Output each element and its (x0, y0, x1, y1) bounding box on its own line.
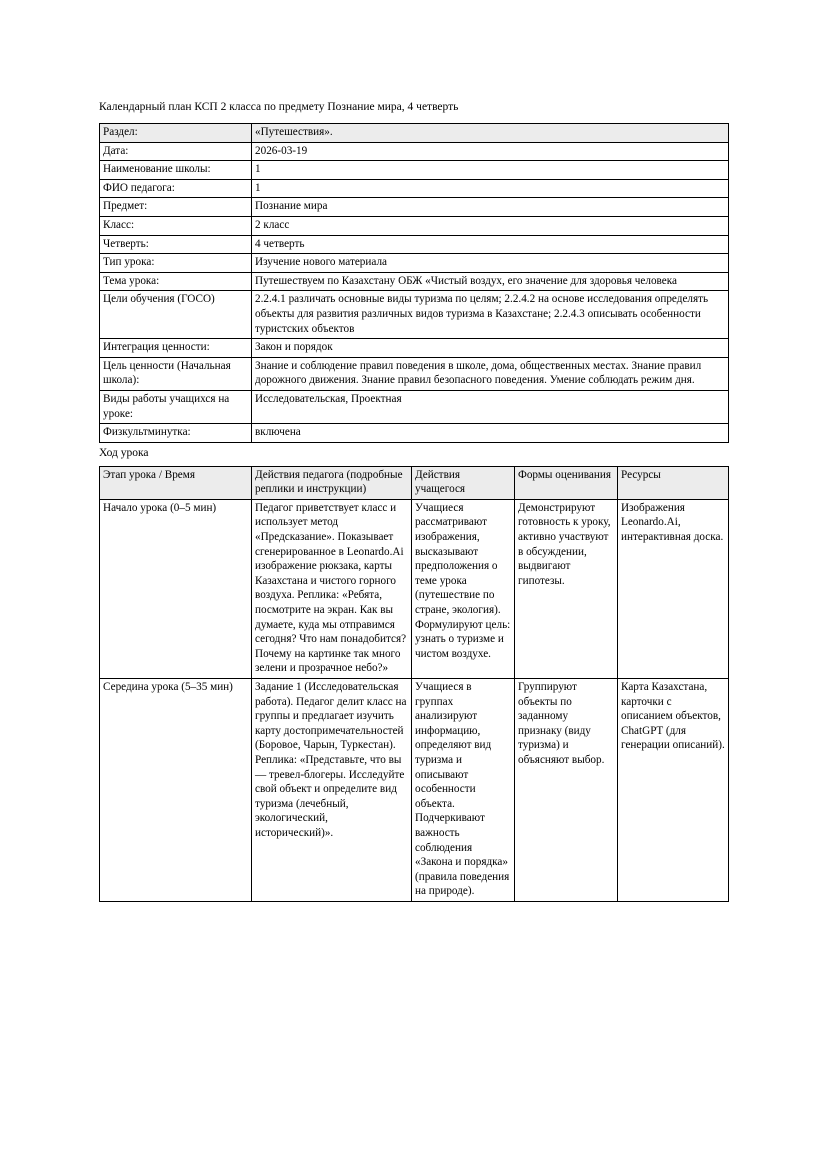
page-title: Календарный план КСП 2 класса по предмету Познание мира, 4 четверть (99, 101, 459, 113)
teacher-actions-cell: Задание 1 (Исследовательская работа). Педагог делит класс на группы и предлагает изучить карту достопримечательностей (Боровое, Чарын, Туркестан). Реплика: «Представьте, что вы — тревел-блогеры. Исследуйте свой объект и определите вид туризма (лечебный, экологический, исторический)». (252, 679, 412, 902)
info-row-value: Исследовательская, Проектная (252, 390, 729, 423)
resources-cell: Карта Казахстана, карточки с описанием объектов, ChatGPT (для генерации описаний). (618, 679, 729, 902)
table-row (100, 357, 729, 390)
lesson-info-table (99, 123, 729, 443)
column-header: Ресурсы (618, 466, 729, 499)
lesson-flow-table-body (100, 499, 729, 901)
assessment-cell: Демонстрируют готовность к уроку, активно участвуют в обсуждении, выдвигают гипотезы. (515, 499, 618, 678)
table-row (100, 198, 729, 217)
info-row-value: Знание и соблюдение правил поведения в школе, дома, общественных местах. Знание правил дорожного движения. Знание правил безопасного поведения. Умение соблюдать режим дня. (252, 357, 729, 390)
info-row-value: Изучение нового материала (252, 254, 729, 273)
info-row-value: Закон и порядок (252, 339, 729, 358)
info-row-label: Физкультминутка: (100, 424, 252, 443)
info-row-label: Тип урока: (100, 254, 252, 273)
teacher-actions-cell: Педагог приветствует класс и использует метод «Предсказание». Показывает сгенерированное в Leonardo.Ai изображение рюкзака, карты Казахстана и чистого горного воздуха. Реплика: «Ребята, посмотрите на экран. Как вы думаете, куда мы отправимся сегодня? Что нам понадобится? Почему на картинке так много зелени и прозрачное небо?» (252, 499, 412, 678)
info-row-label: Интеграция ценности: (100, 339, 252, 358)
table-row (100, 424, 729, 443)
lesson-flow-table (99, 466, 729, 902)
info-row-value: 2.2.4.1 различать основные виды туризма по целям; 2.2.4.2 на основе исследования определять объекты для развития различных видов туризма в Казахстане; 2.2.4.3 описывать особенности туристских объектов (252, 291, 729, 339)
resources-cell: Изображения Leonardo.Ai, интерактивная доска. (618, 499, 729, 678)
info-row-label: Тема урока: (100, 272, 252, 291)
info-row-value: Познание мира (252, 198, 729, 217)
info-row-value: «Путешествия». (252, 124, 729, 143)
info-row-value: 2 класс (252, 216, 729, 235)
table-row (100, 272, 729, 291)
table-row (100, 235, 729, 254)
info-row-value: 1 (252, 161, 729, 180)
assessment-cell: Группируют объекты по заданному признаку (виду туризма) и объясняют выбор. (515, 679, 618, 902)
info-row-label: Четверть: (100, 235, 252, 254)
lesson-info-table-body (100, 124, 729, 443)
table-row (100, 499, 729, 678)
lesson-flow-table-head (100, 466, 729, 499)
student-actions-cell: Учащиеся в группах анализируют информацию, определяют вид туризма и описывают особенности объекта. Подчеркивают важность соблюдения «Закона и порядка» (правила поведения на природе). (412, 679, 515, 902)
stage-cell: Начало урока (0–5 мин) (100, 499, 252, 678)
info-row-value: 1 (252, 179, 729, 198)
table-row (100, 339, 729, 358)
table-row (100, 291, 729, 339)
info-row-label: Предмет: (100, 198, 252, 217)
table-row (100, 216, 729, 235)
info-row-label: Раздел: (100, 124, 252, 143)
info-row-label: Дата: (100, 142, 252, 161)
table-row (100, 679, 729, 902)
column-header: Формы оценивания (515, 466, 618, 499)
info-row-label: Виды работы учащихся на уроке: (100, 390, 252, 423)
info-row-label: Цели обучения (ГОСО) (100, 291, 252, 339)
column-header: Этап урока / Время (100, 466, 252, 499)
column-header: Действия педагога (подробные реплики и инструкции) (252, 466, 412, 499)
info-row-label: ФИО педагога: (100, 179, 252, 198)
info-row-value: 4 четверть (252, 235, 729, 254)
lesson-flow-heading: Ход урока (99, 446, 149, 459)
table-row (100, 124, 729, 143)
info-row-value: включена (252, 424, 729, 443)
table-row (100, 390, 729, 423)
info-row-label: Цель ценности (Начальная школа): (100, 357, 252, 390)
table-row (100, 142, 729, 161)
info-row-label: Класс: (100, 216, 252, 235)
info-row-value: 2026-03-19 (252, 142, 729, 161)
student-actions-cell: Учащиеся рассматривают изображения, высказывают предположения о теме урока (путешествие по стране, экология). Формулируют цель: узнать о туризме и чистом воздухе. (412, 499, 515, 678)
table-row (100, 254, 729, 273)
info-row-value: Путешествуем по Казахстану ОБЖ «Чистый воздух, его значение для здоровья человека (252, 272, 729, 291)
info-row-label: Наименование школы: (100, 161, 252, 180)
stage-cell: Середина урока (5–35 мин) (100, 679, 252, 902)
table-row (100, 179, 729, 198)
column-header: Действия учащегося (412, 466, 515, 499)
document-body (99, 100, 728, 902)
table-header-row (100, 466, 729, 499)
table-row (100, 161, 729, 180)
